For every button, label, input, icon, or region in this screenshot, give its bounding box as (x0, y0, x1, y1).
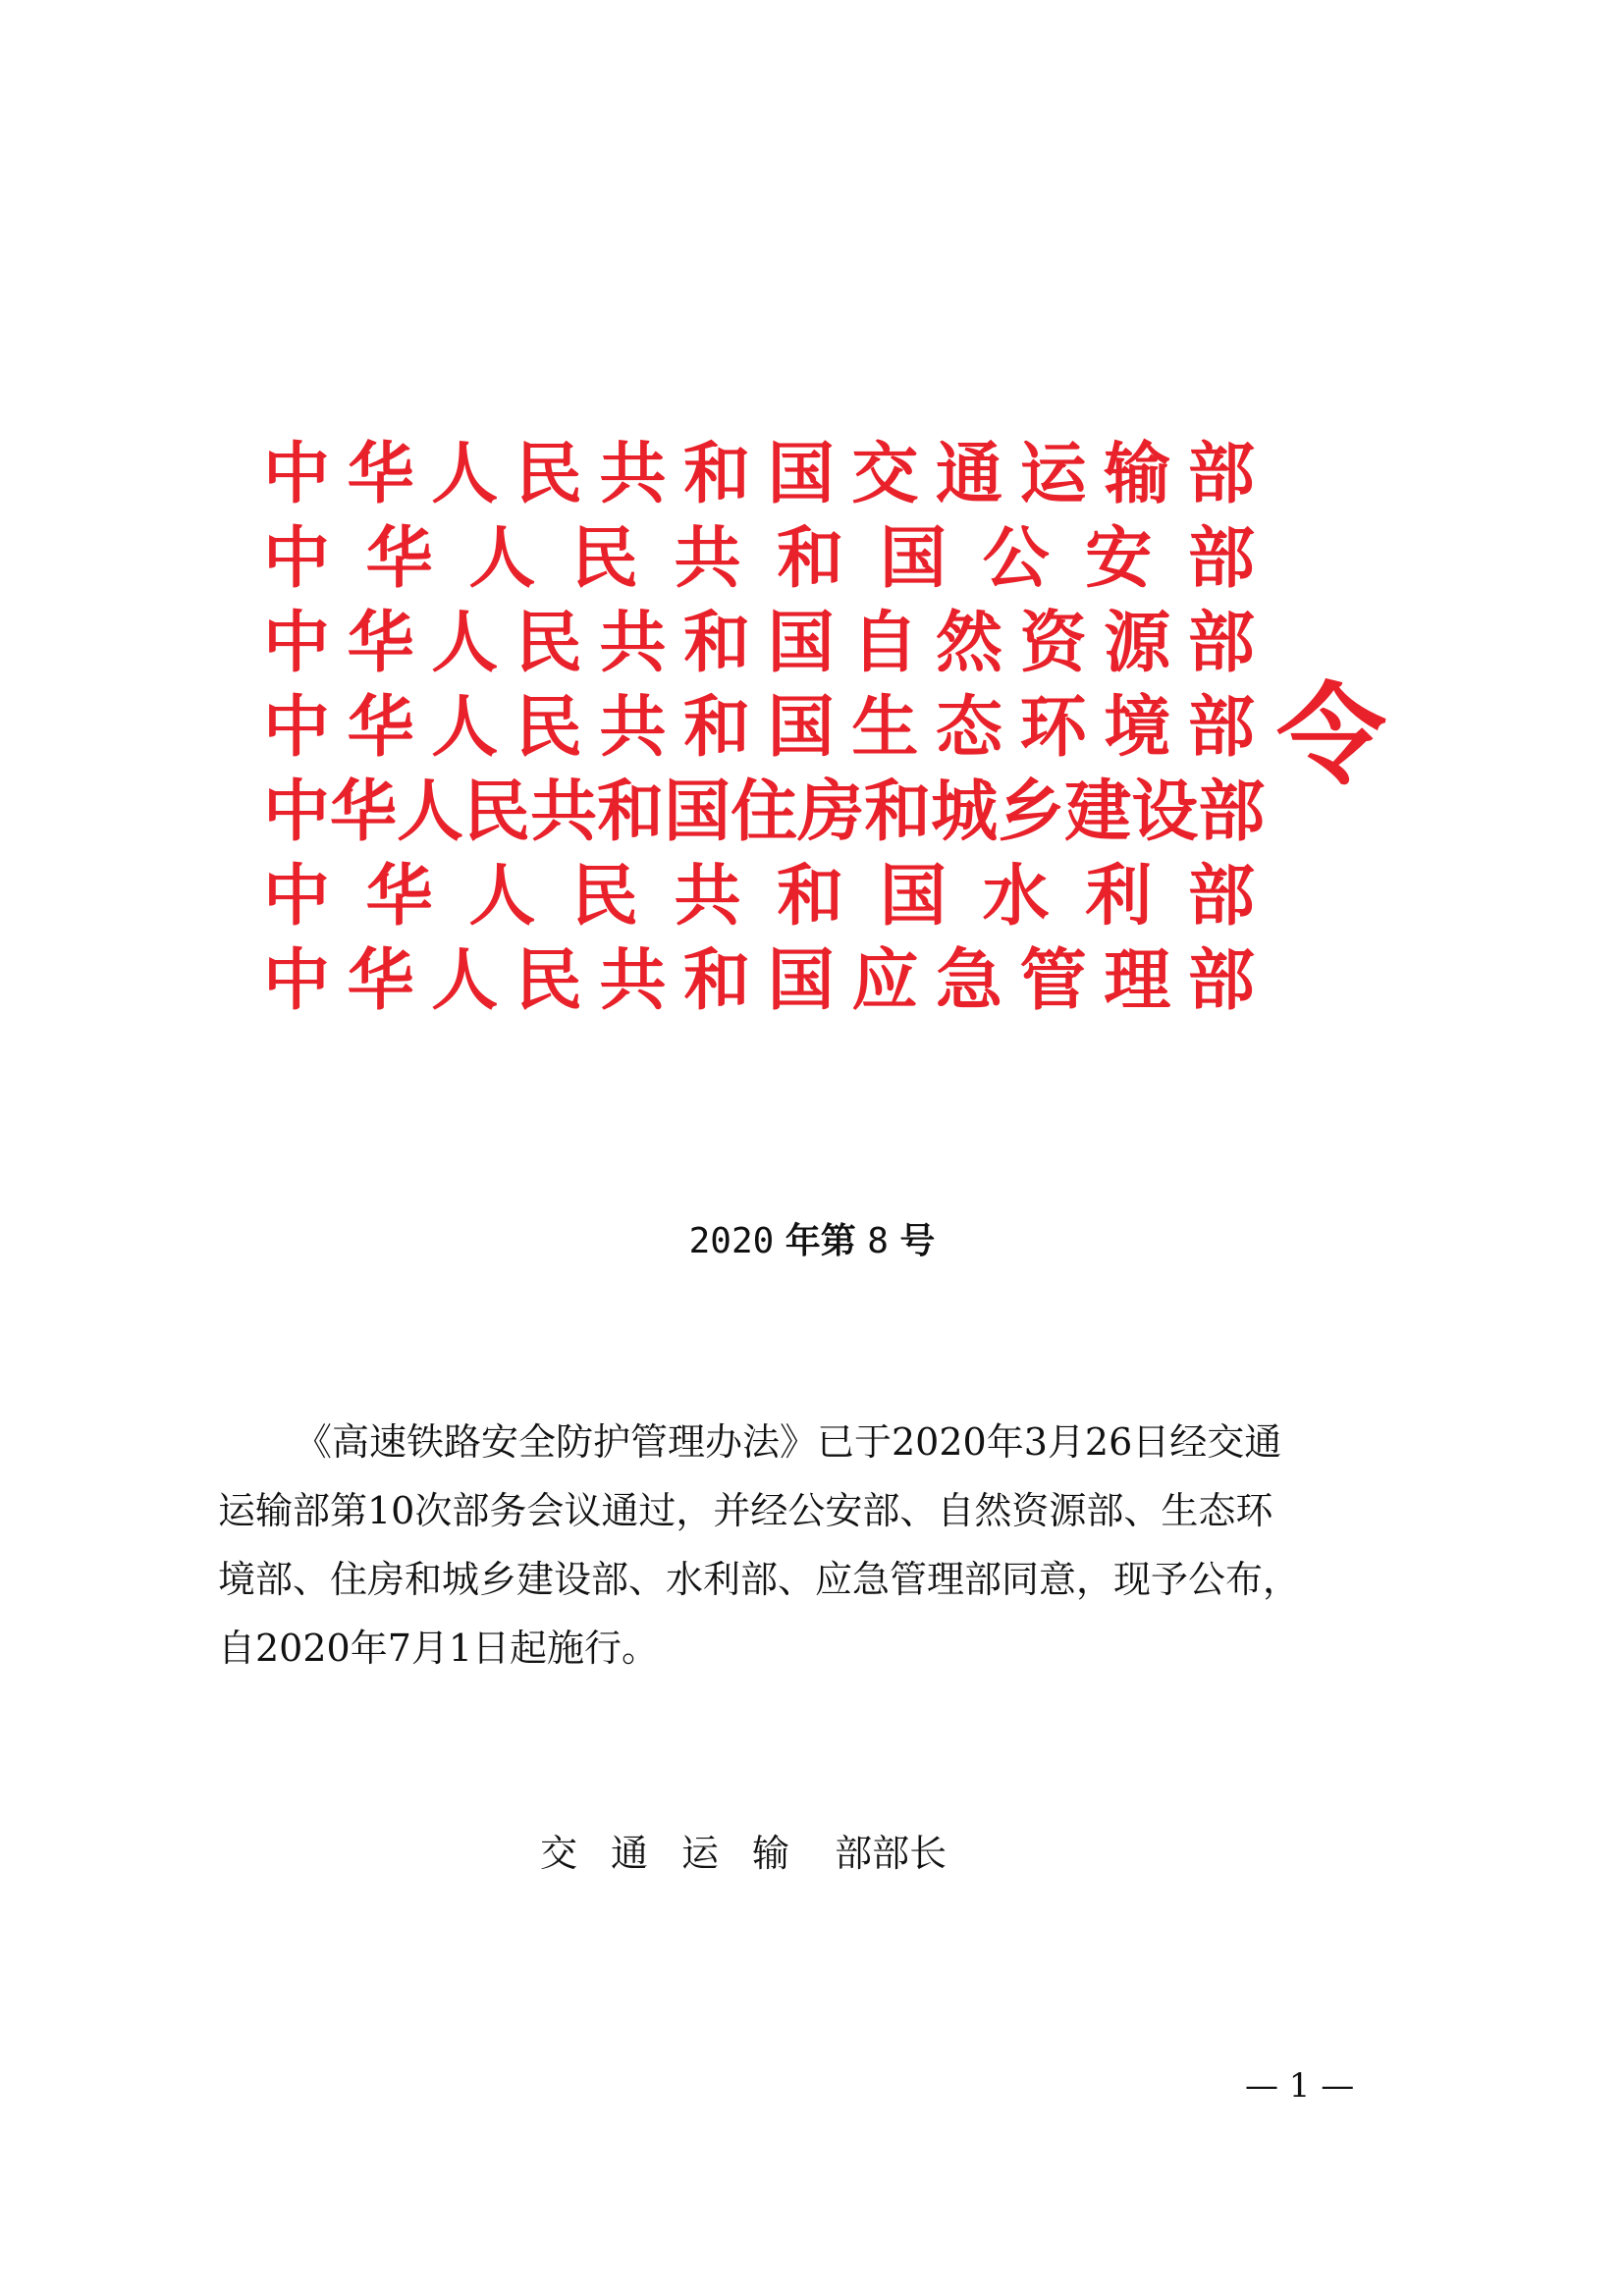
body-paragraph (218, 1408, 1418, 1682)
body-line: 运输部第10次部务会议通过，并经公安部、自然资源部、生态环 (218, 1489, 1273, 1532)
doc-number-year-suffix: 年第 (785, 1221, 856, 1261)
agency-line: 中 华 人 民 共 和 国 生 态 环 境 部 (263, 688, 1255, 767)
agency-line: 中 华 人 民 共 和 国 公 安 部 (263, 519, 1255, 598)
agency-line: 中 华 人 民 共 和 国 水 利 部 (263, 857, 1255, 935)
document-number (0, 1217, 1624, 1266)
signature-title: 部部长 (835, 1832, 947, 1875)
signature-line (540, 1826, 947, 1881)
agency-line: 中 华 人 民 共 和 国 交 通 运 输 部 (263, 435, 1255, 513)
doc-number-value: 8 (867, 1221, 889, 1261)
agency-line: 中 华 人 民 共 和 国 自 然 资 源 部 (263, 604, 1255, 682)
doc-number-suffix: 号 (899, 1221, 936, 1261)
body-line: 《高速铁路安全防护管理办法》已于2020年3月26日经交通 (295, 1420, 1282, 1464)
agency-line: 中 华 人 民 共 和 国 应 急 管 理 部 (263, 941, 1255, 1020)
order-character: 令 (1276, 671, 1386, 800)
issuing-agencies-header (263, 432, 1266, 1023)
body-line: 自2020年7月1日起施行。 (218, 1627, 660, 1670)
doc-number-year: 2020 (688, 1221, 775, 1261)
page-number: — 1 — (1245, 2066, 1355, 2106)
agency-line: 中 华 人 民 共 和 国 住 房 和 城 乡 建 设 部 (263, 773, 1266, 851)
signature-agency: 交通运输 (540, 1832, 824, 1875)
body-line: 境部、住房和城乡建设部、水利部、应急管理部同意，现予公布， (218, 1558, 1301, 1601)
